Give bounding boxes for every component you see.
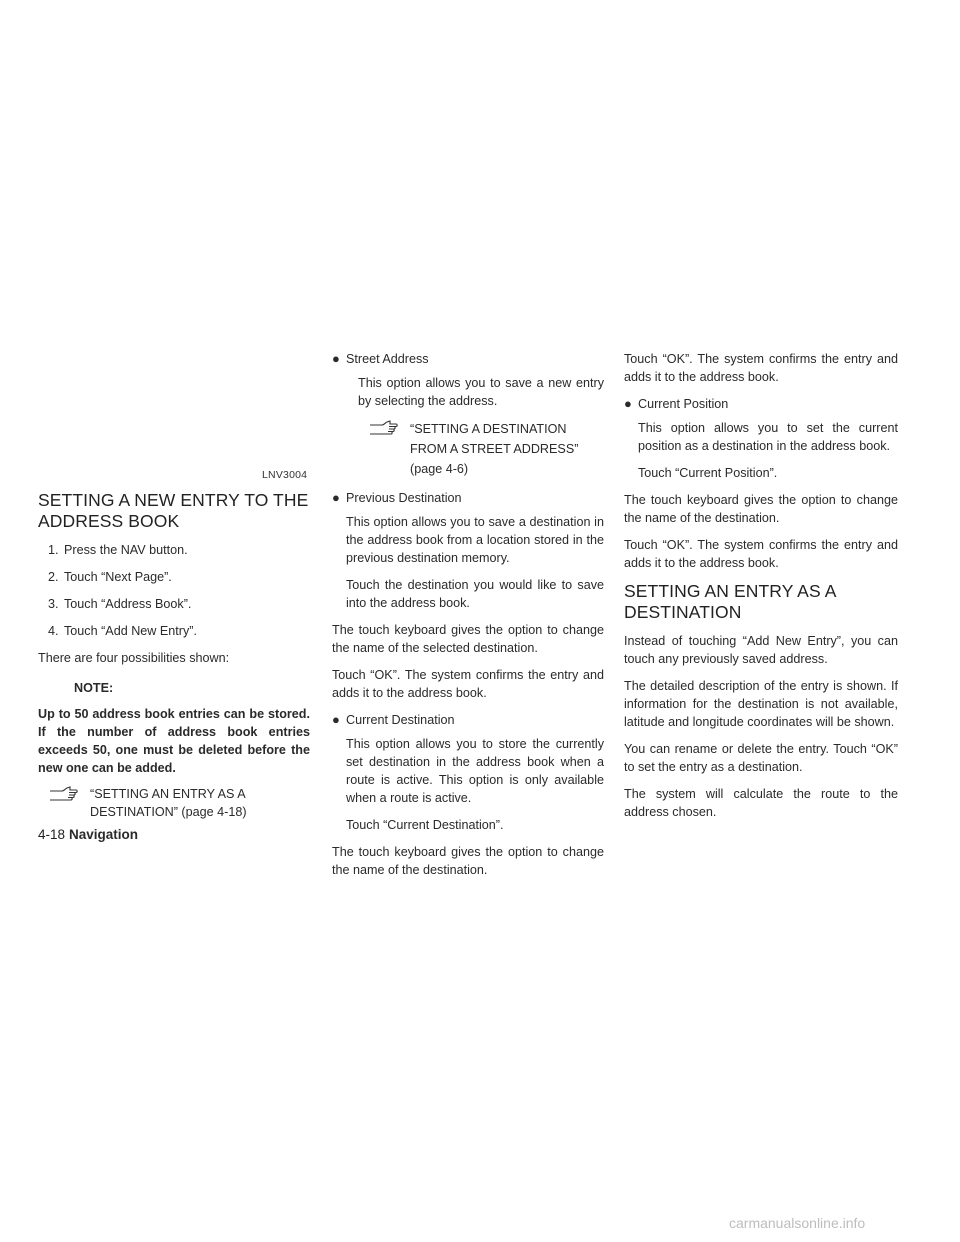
steps-list [38, 541, 310, 640]
list-item [332, 489, 604, 507]
list-item [332, 711, 604, 729]
street-desc: This option allows you to save a new entry by selecting the address. [358, 376, 604, 408]
bullet-icon: ● [332, 712, 340, 727]
step-text: Touch “Add New Entry”. [64, 624, 197, 638]
intro-text: There are four possibilities shown: [38, 651, 230, 665]
current-pos-touch: Touch “Current Position”. [638, 466, 778, 480]
page-number: 4-18 [38, 827, 66, 842]
step-text: Touch “Address Book”. [64, 597, 192, 611]
list-item [38, 622, 310, 640]
column-3 [624, 350, 898, 830]
figure-label: LNV3004 [262, 469, 308, 481]
list-item [332, 350, 604, 368]
section-heading-new-entry: SETTING A NEW ENTRY TO THE ADDRESS BOOK [38, 490, 309, 531]
step-text: Press the NAV button. [64, 543, 188, 557]
reference-text: “SETTING A DESTINATION FROM A STREET ADDRESS” (page 4-6) [410, 422, 579, 476]
bullet-label: Current Destination [346, 713, 455, 727]
keyboard-text: The touch keyboard gives the option to change the name of the destination. [624, 493, 898, 525]
paragraph: You can rename or delete the entry. Touch “OK” to set the entry as a destination. [624, 742, 898, 774]
list-item [38, 595, 310, 613]
step-number: 1. [48, 543, 59, 557]
keyboard-text: The touch keyboard gives the option to change the name of the selected destination. [332, 623, 604, 655]
reference-text: “SETTING AN ENTRY AS A DESTINATION” (page 4-18) [90, 787, 247, 819]
bullet-icon: ● [332, 490, 340, 505]
step-number: 3. [48, 597, 59, 611]
page-footer [38, 826, 138, 844]
note-title: NOTE: [74, 681, 114, 695]
bullet-label: Previous Destination [346, 491, 462, 505]
ok-text: Touch “OK”. The system confirms the entry and adds it to the address book. [624, 352, 898, 384]
list-item [38, 568, 310, 586]
column-1 [38, 482, 310, 831]
step-number: 4. [48, 624, 59, 638]
bullet-icon: ● [624, 396, 632, 411]
paragraph: The detailed description of the entry is shown. If information for the destination is not available, latitude and longitude coordinates will be shown. [624, 679, 898, 729]
pointing-hand-icon [38, 785, 90, 821]
cross-reference [358, 419, 604, 479]
step-text: Touch “Next Page”. [64, 570, 172, 584]
previous-touch: Touch the destination you would like to save into the address book. [346, 578, 604, 610]
section-heading-as-destination: SETTING AN ENTRY AS A DESTINATION [624, 581, 836, 622]
section-name: Navigation [69, 827, 139, 842]
ok-text: Touch “OK”. The system confirms the entry and adds it to the address book. [332, 668, 604, 700]
step-number: 2. [48, 570, 59, 584]
bullet-label: Street Address [346, 352, 429, 366]
paragraph: Instead of touching “Add New Entry”, you can touch any previously saved address. [624, 634, 898, 666]
current-dest-touch: Touch “Current Destination”. [346, 818, 504, 832]
bullet-label: Current Position [638, 397, 729, 411]
current-dest-desc: This option allows you to store the currently set destination in the address book when a route is active. This option is only available when a route is active. [346, 737, 604, 805]
column-2 [332, 350, 604, 888]
watermark: carmanualsonline.info [729, 1215, 866, 1231]
keyboard-text-2: The touch keyboard gives the option to change the name of the destination. [332, 845, 604, 877]
list-item [624, 395, 898, 413]
current-pos-desc: This option allows you to set the current position as a destination in the address book. [638, 421, 898, 453]
ok-text-2: Touch “OK”. The system confirms the entry and adds it to the address book. [624, 538, 898, 570]
cross-reference [38, 785, 310, 821]
pointing-hand-icon [358, 419, 410, 479]
bullet-icon: ● [332, 351, 340, 366]
note-body: Up to 50 address book entries can be stored. If the number of address book entries exceeds 50, one must be deleted before the new one can be added. [38, 707, 310, 775]
list-item [38, 541, 310, 559]
paragraph: The system will calculate the route to the address chosen. [624, 787, 898, 819]
previous-desc: This option allows you to save a destination in the address book from a location stored in the previous destination memory. [346, 515, 604, 565]
